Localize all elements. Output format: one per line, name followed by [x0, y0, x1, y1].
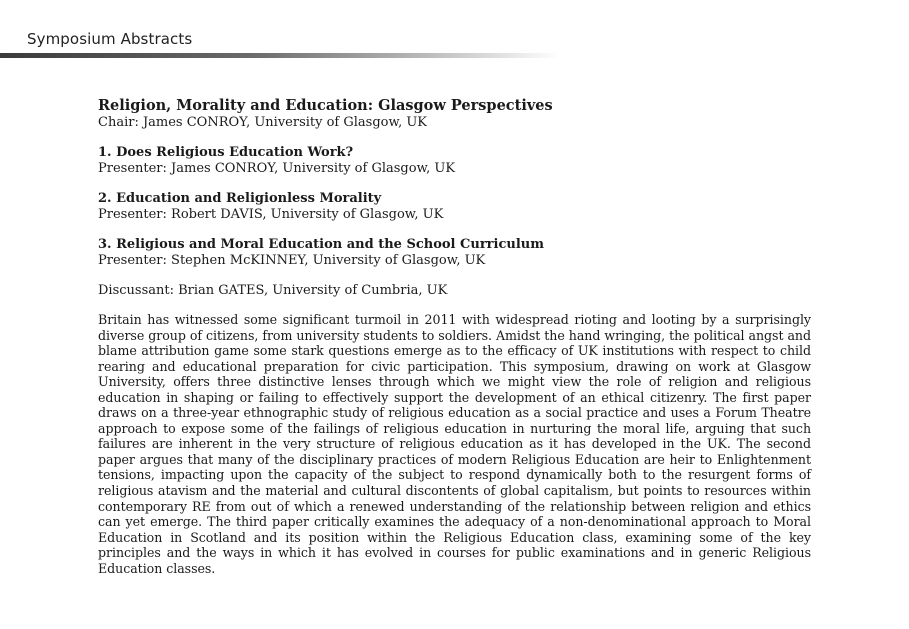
paper-1 [98, 145, 811, 177]
page-header-title: Symposium Abstracts [27, 30, 193, 48]
abstract-content [98, 97, 811, 576]
abstract-body: Britain has witnessed some significant turmoil in 2011 with widespread rioting and looting by a surprisingly diverse group of citizens, from university students to soldiers. Amidst the hand wringing, the political angst and blame attribution game some stark questions emerge as to the efficacy of UK institutions with respect to child rearing and educational preparation for civic participation. This symposium, drawing on work at Glasgow University, offers three distinctive lenses through which we might view the role of religion and religious education in shaping or failing to effectively support the development of an ethical citizenry. The first paper draws on a three-year ethnographic study of religious education as a social practice and uses a Forum Theatre approach to expose some of the failings of religious education in nurturing the moral life, arguing that such failures are inherent in the very structure of religious education as it has developed in the UK. The second paper argues that many of the disciplinary practices of modern Religious Education are heir to Enlightenment tensions, impacting upon the capacity of the subject to respond dynamically both to the resurgent forms of religious atavism and the material and cultural discontents of global capitalism, but points to resources within contemporary RE from out of which a renewed understanding of the relationship between religion and ethics can yet emerge. The third paper critically examines the adequacy of a non-denominational approach to Moral Education in Scotland and its position within the Religious Education class, examining some of the key principles and the ways in which it has evolved in courses for public examinations and in generic Religious Education classes. [98, 312, 811, 576]
paper-title: 2. Education and Religionless Morality [98, 191, 382, 206]
paper-presenter: Presenter: Stephen McKINNEY, University of Glasgow, UK [98, 253, 486, 268]
paper-presenter: Presenter: James CONROY, University of Glasgow, UK [98, 161, 456, 176]
symposium-title: Religion, Morality and Education: Glasgow Perspectives [98, 97, 553, 114]
symposium-chair: Chair: James CONROY, University of Glasgow, UK [98, 115, 428, 130]
paper-presenter: Presenter: Robert DAVIS, University of Glasgow, UK [98, 207, 444, 222]
paper-title: 3. Religious and Moral Education and the School Curriculum [98, 237, 544, 252]
symposium-discussant: Discussant: Brian GATES, University of Cumbria, UK [98, 283, 448, 298]
header-divider [0, 53, 560, 58]
paper-2 [98, 191, 811, 223]
paper-title: 1. Does Religious Education Work? [98, 145, 354, 160]
paper-3 [98, 237, 811, 269]
